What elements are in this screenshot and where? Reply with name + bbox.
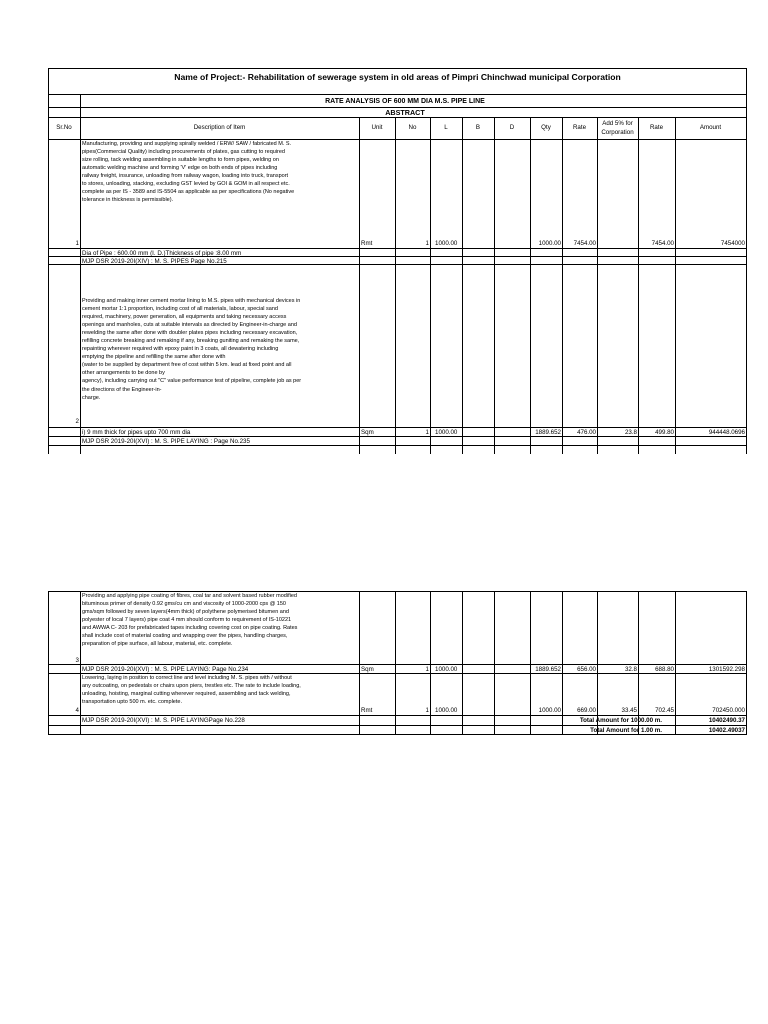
item-3-description: Providing and applying pipe coating of fibres, coal tar and solvent based rubber modified bituminous primer of density 0.92 gms/cu cm and viscosity of 1000-2000 cps @ 150 gms/sqm followed by seven layers(4mm thick) of polythene polymerised bitumen and polyester of local 7 layers) pipe coat 4 mm should conform to requirement of IS-10221 and AWWA C- 203 for prefabricated tapes including covering cost on pipe coating. Rates shall include cost of material coating and wrapping over the pipes, handling charges, preparation of pipe surface, all labour, material, etc. complete.: [82, 593, 298, 648]
item-1-srno: 1: [75, 240, 79, 247]
item-3-srno: 3: [75, 657, 79, 664]
project-title: Name of Project:- Rehabilitation of sewerage system in old areas of Pimpri Chinchwad municipal Corporation: [174, 72, 621, 82]
item-3-amount: 1301592.298: [708, 665, 745, 673]
total-1000-value: 10402490.37: [708, 716, 745, 724]
col-amount: Amount: [699, 124, 722, 131]
item-2-amount: 944448.0696: [708, 428, 745, 436]
col-srno: Sr.No: [56, 124, 72, 131]
total-1-label: Total Amount for 1.00 m.: [590, 726, 662, 734]
col-qty: Qty: [541, 124, 551, 131]
item-3-unit: Sqm: [361, 665, 374, 673]
item-4-no: 1: [425, 707, 429, 714]
col-add5-line1: Add 5% for: [602, 119, 633, 127]
col-d: D: [509, 124, 515, 131]
item-2-srno: 2: [75, 418, 79, 425]
total-1-value: 10402.49037: [708, 726, 745, 734]
col-unit: Unit: [371, 124, 383, 131]
item-4-unit: Rmt: [361, 707, 373, 714]
col-l: L: [444, 124, 448, 131]
item-4-qty: 1000.00: [538, 707, 561, 714]
item-3-l: 1000.00: [435, 665, 458, 673]
item-3-reference: MJP DSR 2019-20I(XVI) : M. S. PIPE LAYING: Page No.234: [82, 665, 249, 673]
item-4-rate2: 702.45: [655, 707, 674, 714]
col-rate2: Rate: [649, 124, 664, 131]
item-3-rate2: 688.80: [655, 665, 674, 673]
item-1-rate: 7454.00: [573, 240, 596, 247]
item-2-rate2: 499.80: [655, 428, 674, 436]
col-add5-line2: Corporation: [601, 128, 634, 136]
item-4-rate: 669.00: [577, 707, 596, 714]
item-3-rate: 656.00: [577, 665, 596, 673]
item-3-add5: 32.8: [624, 665, 637, 673]
item-2-reference: MJP DSR 2019-20I(XVI) : M. S. PIPE LAYING : Page No.235: [82, 437, 250, 445]
item-4-amount: 702450.000: [712, 707, 745, 714]
item-2-no: 1: [425, 428, 429, 436]
item-3-no: 1: [425, 665, 429, 673]
item-1-no: 1: [425, 240, 429, 247]
item-1-qty: 1000.00: [538, 240, 561, 247]
col-b: B: [475, 124, 481, 131]
total-1000-label: Total Amount for 1000.00 m.: [579, 716, 662, 724]
abstract-label: ABSTRACT: [385, 107, 425, 117]
item-1-l: 1000.00: [435, 240, 458, 247]
item-1-rate2: 7454.00: [651, 240, 674, 247]
item-1-description: Manufacturing, providing and supplying spirally welded / ERW/ SAW / fabricated M. S. pipes(Commercial Quality) including procurements of plates, gas cutting to required size rolling, tack welding assembling in suitable lengths to form pipes, welding on automatic welding machine and forming 'V' edge on both ends of pipes including railway freight, insurance, unloading from railway wagon, loading into truck, transport to stores, unloading, stacking, excluding GST levied by GOI & GOM in all respect etc. complete as per IS - 3589 and IS-5504 as applicable as per specifications (No negative tolerance in thickness is permissible).: [82, 141, 295, 204]
item-2-lining-spec: i) 9 mm thick for pipes upto 700 mm dia: [82, 428, 191, 436]
item-4-srno: 4: [75, 707, 79, 714]
item-2-description: Providing and making inner cement mortar lining to M.S. pipes with mechanical devices in cement mortar 1:1 proportion, including cost of all materials, labour, special sand required, machinery, power generation, all equipments and taking necessary access openings and manholes, cuts at suitable intervals as directed by Engineer-in-charge and rewelding the same after done with doubler plates pipes including necessary excavation, refilling concrete breaking and remaking if any, breaking guniting and remaking the same, repainting wherever required with epoxy paint in 3 coats, all dewatering including emptying the pipeline and refilling the same after done with (water to be supplied by department free of cost within 5 km. lead at fixed point and all other arrangements to be done by agency), including carrying out "C" value performance test of pipeline, complete job as per the directions of the Engineer-in- charge.: [82, 298, 302, 401]
col-no: No: [408, 124, 417, 131]
item-4-description: Lowering, laying in position to correct line and level including M. S. pipes with / without any outcoating, on pedestals or chairs upon piers, trestles etc. The rate to include loading, unloading, hoisting, marginal cutting wherever required, assembling and tack welding, transportation upto 500 m. etc. complete.: [82, 675, 301, 706]
item-2-l: 1000.00: [435, 428, 458, 436]
analysis-title: RATE ANALYSIS OF 600 MM DIA M.S. PIPE LINE: [325, 98, 485, 105]
item-1-reference: MJP DSR 2019-20I(XIV) : M. S. PIPES Page No.215: [82, 257, 227, 265]
item-4-reference: MJP DSR 2019-20I(XVI) : M. S. PIPE LAYINGPage No.228: [82, 716, 245, 724]
item-4-l: 1000.00: [435, 707, 458, 714]
item-2-unit: Sqm: [361, 428, 374, 436]
item-1-unit: Rmt: [361, 240, 373, 247]
item-4-add5: 33.45: [621, 707, 637, 714]
item-1-pipe-spec: Dia of Pipe : 600.00 mm (I. D.)Thickness of pipe :8.00 mm: [82, 249, 242, 257]
item-2-add5: 23.8: [624, 428, 637, 436]
item-1-amount: 7454000: [720, 240, 745, 247]
item-3-qty: 1889.652: [535, 665, 561, 673]
col-description: Description of Item: [193, 124, 246, 131]
item-2-rate: 476.00: [577, 428, 596, 436]
col-rate: Rate: [572, 124, 587, 131]
item-2-qty: 1889.652: [535, 428, 561, 436]
